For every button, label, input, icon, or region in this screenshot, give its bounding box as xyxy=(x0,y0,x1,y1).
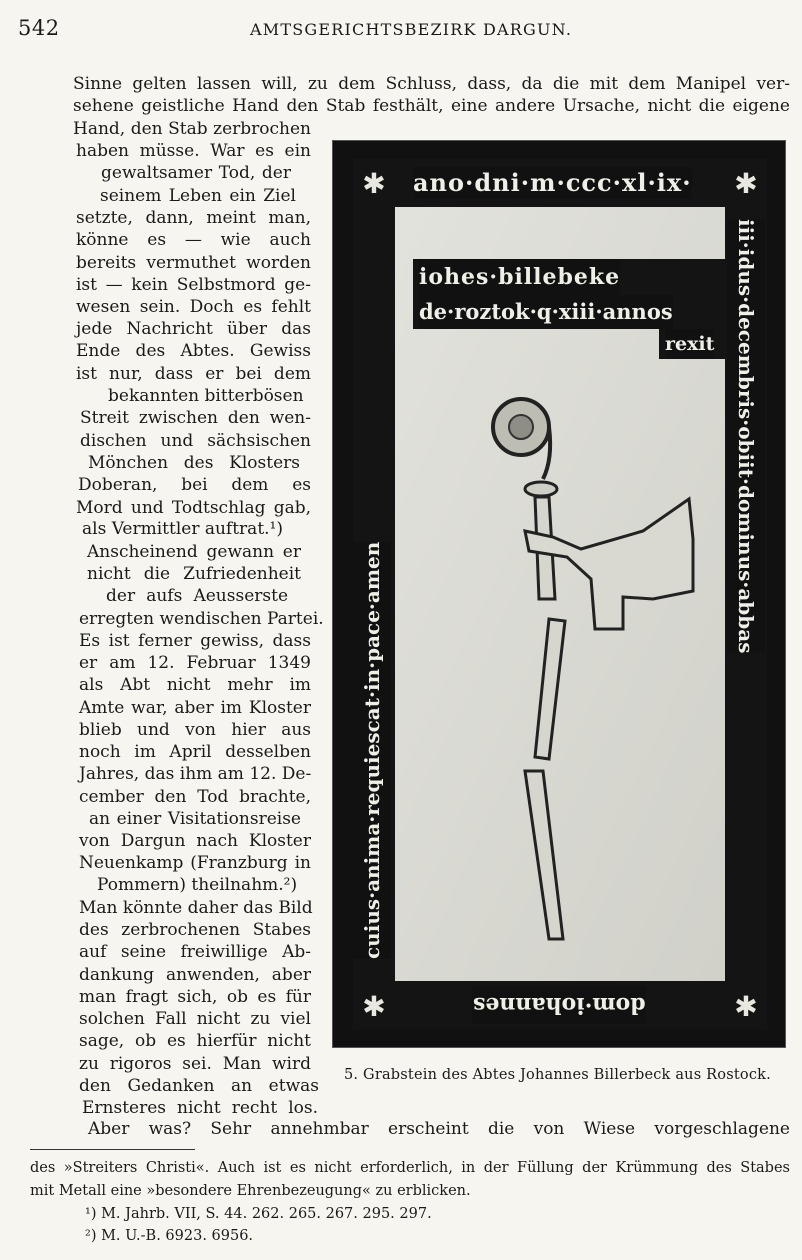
inscription-bottom: dom·iohannes xyxy=(473,986,646,1024)
text-line: cember den Tod brachte, xyxy=(79,787,311,807)
text-line: an einer Visitationsreise xyxy=(89,809,301,829)
footnote-continuation: mit Metall eine »besondere Ehrenbezeugung« zu erblicken. xyxy=(30,1183,471,1199)
text-line: bereits vermuthet worden xyxy=(76,253,311,273)
svg-text:✱: ✱ xyxy=(734,990,758,1023)
inscription-left: cuius·anima·requiescat·in·pace·amen xyxy=(353,542,391,959)
text-line: Streit zwischen den wen- xyxy=(80,408,311,428)
tombstone-image xyxy=(353,159,767,1029)
text-line: haben müsse. War es ein xyxy=(76,141,311,161)
figure-caption: 5. Grabstein des Abtes Johannes Billerbeck aus Rostock. xyxy=(344,1067,771,1083)
text-line: Aber was? Sehr annehmbar erscheint die von Wiese vorgeschlagene xyxy=(88,1119,790,1139)
text-line: solchen Fall nicht zu viel xyxy=(79,1009,311,1029)
text-line: sehene geistliche Hand den Stab festhält, eine andere Ursache, nicht die eigene xyxy=(73,96,790,116)
text-line: setzte, dann, meint man, xyxy=(76,208,311,228)
text-line: auf seine freiwillige Ab- xyxy=(79,942,311,962)
text-line: gewaltsamer Tod, der xyxy=(101,163,291,183)
running-title: AMTSGERICHTSBEZIRK DARGUN. xyxy=(250,20,573,39)
text-line: Man könnte daher das Bild xyxy=(79,898,313,918)
text-line: noch im April desselben xyxy=(79,742,311,762)
text-line: Doberan, bei dem es xyxy=(78,475,311,495)
text-line: bekannten bitterbösen xyxy=(108,386,304,406)
footnote-separator xyxy=(30,1149,195,1150)
text-line: jede Nachricht über das xyxy=(76,319,311,339)
tombstone-figure xyxy=(332,140,786,1048)
text-line: der aufs Aeusserste xyxy=(106,586,288,606)
text-line: Jahres, das ihm am 12. De- xyxy=(79,764,312,784)
text-line: dankung anwenden, aber xyxy=(79,965,311,985)
text-line: Sinne gelten lassen will, zu dem Schluss, dass, da die mit dem Manipel ver- xyxy=(73,74,790,94)
text-line: ist nur, dass er bei dem xyxy=(76,364,311,384)
text-line: Ende des Abtes. Gewiss xyxy=(76,341,311,361)
footnote-1: ¹) M. Jahrb. VII, S. 44. 262. 265. 267. 295. 297. xyxy=(85,1206,432,1222)
text-line: seinem Leben ein Ziel xyxy=(100,186,296,206)
inscription-name: iohes·billebeke xyxy=(419,259,620,295)
svg-text:✱: ✱ xyxy=(362,167,386,200)
text-line: Hand, den Stab zerbrochen xyxy=(73,119,311,139)
text-line: Neuenkamp (Franzburg in xyxy=(79,853,311,873)
footnote-continuation: des »Streiters Christi«. Auch ist es nicht erforderlich, in der Füllung der Krümmung des Stabes xyxy=(30,1160,790,1176)
text-line: nicht die Zufriedenheit xyxy=(87,564,301,584)
text-line: als Vermittler auftrat.¹) xyxy=(82,519,284,539)
text-line: Es ist ferner gewiss, dass xyxy=(79,631,311,651)
text-line: könne es — wie auch xyxy=(76,230,311,250)
text-line: des zerbrochenen Stabes xyxy=(79,920,311,940)
page-number: 542 xyxy=(18,16,60,40)
footnote-2: ²) M. U.-B. 6923. 6956. xyxy=(85,1228,254,1244)
text-line: Amte war, aber im Kloster xyxy=(79,698,311,718)
text-line: sage, ob es hierfür nicht xyxy=(79,1031,311,1051)
text-line: den Gedanken an etwas xyxy=(79,1076,319,1096)
text-line: ist — kein Selbstmord ge- xyxy=(76,275,311,295)
inscription-line2: de·roztok·q·xiii·annos xyxy=(419,295,673,329)
text-line: er am 12. Februar 1349 xyxy=(79,653,311,673)
text-line: von Dargun nach Kloster xyxy=(79,831,311,851)
svg-text:✱: ✱ xyxy=(734,167,758,200)
text-line: Mord und Todtschlag gab, xyxy=(76,498,311,518)
text-line: Pommern) theilnahm.²) xyxy=(97,875,298,895)
text-line: dischen und sächsischen xyxy=(80,431,311,451)
text-line: als Abt nicht mehr im xyxy=(79,675,311,695)
text-line: man fragt sich, ob es für xyxy=(79,987,311,1007)
text-line: zu rigoros sei. Man wird xyxy=(79,1054,311,1074)
text-line: Ernsteres nicht recht los. xyxy=(82,1098,318,1118)
text-line: Anscheinend gewann er xyxy=(87,542,301,562)
text-line: Mönchen des Klosters xyxy=(88,453,300,473)
svg-text:✱: ✱ xyxy=(362,990,386,1023)
text-line: wesen sein. Doch es fehlt xyxy=(76,297,311,317)
inscription-line3: rexit xyxy=(665,329,714,359)
text-line: erregten wendischen Partei. xyxy=(79,609,324,629)
inscription-top: ano·dni·m·ccc·xl·ix· xyxy=(413,168,692,197)
inscription-right: iii·idus·decembris·obiit·dominus·abbas xyxy=(727,219,765,653)
text-line: blieb und von hier aus xyxy=(79,720,311,740)
